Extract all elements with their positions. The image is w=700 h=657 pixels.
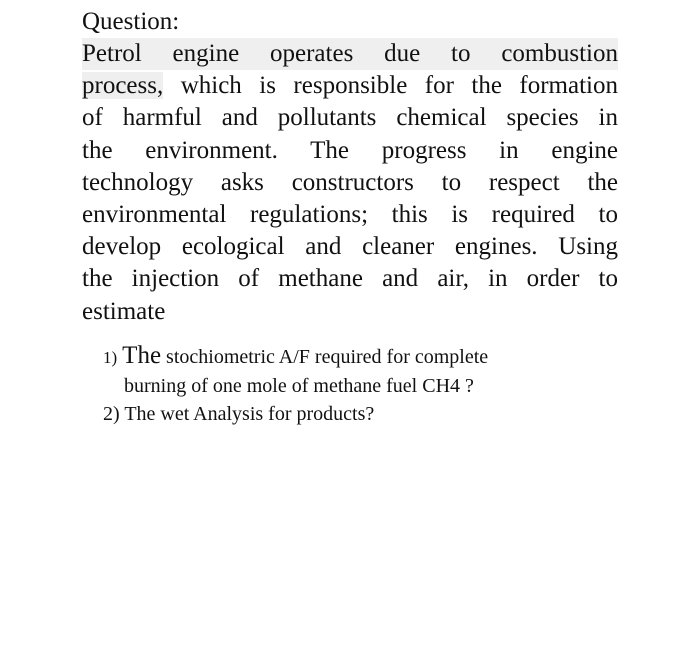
- paragraph-line: process, which is responsible for the formation: [82, 72, 618, 100]
- paragraph-line: estimate: [82, 297, 166, 325]
- question-item-2: [103, 400, 583, 428]
- paragraph-line: develop ecological and cleaner engines. Using: [82, 233, 618, 261]
- paragraph-line: environmental regulations; this is required to: [82, 201, 618, 229]
- paragraph-line: Petrol engine operates due to combustion: [82, 38, 618, 70]
- highlighted-word: process,: [82, 72, 164, 100]
- question-paragraph: [82, 38, 618, 328]
- question-heading: Question:: [82, 8, 180, 35]
- question-number: 2): [103, 403, 120, 425]
- paragraph-line: technology asks constructors to respect the: [82, 168, 618, 196]
- paragraph-line: of harmful and pollutants chemical species in: [82, 104, 618, 132]
- question-text: stochiometric A/F required for complete: [166, 346, 489, 368]
- paragraph-line: the injection of methane and air, in order to: [82, 265, 618, 293]
- paragraph-line: the environment. The progress in engine: [82, 136, 618, 164]
- question-lead-word: The: [122, 342, 162, 369]
- question-text: The wet Analysis for products?: [124, 403, 375, 425]
- question-number: 1): [103, 348, 118, 367]
- question-list: [103, 342, 583, 428]
- question-item-1: [103, 342, 583, 400]
- question-text-continuation: burning of one mole of methane fuel CH4 ?: [124, 375, 474, 397]
